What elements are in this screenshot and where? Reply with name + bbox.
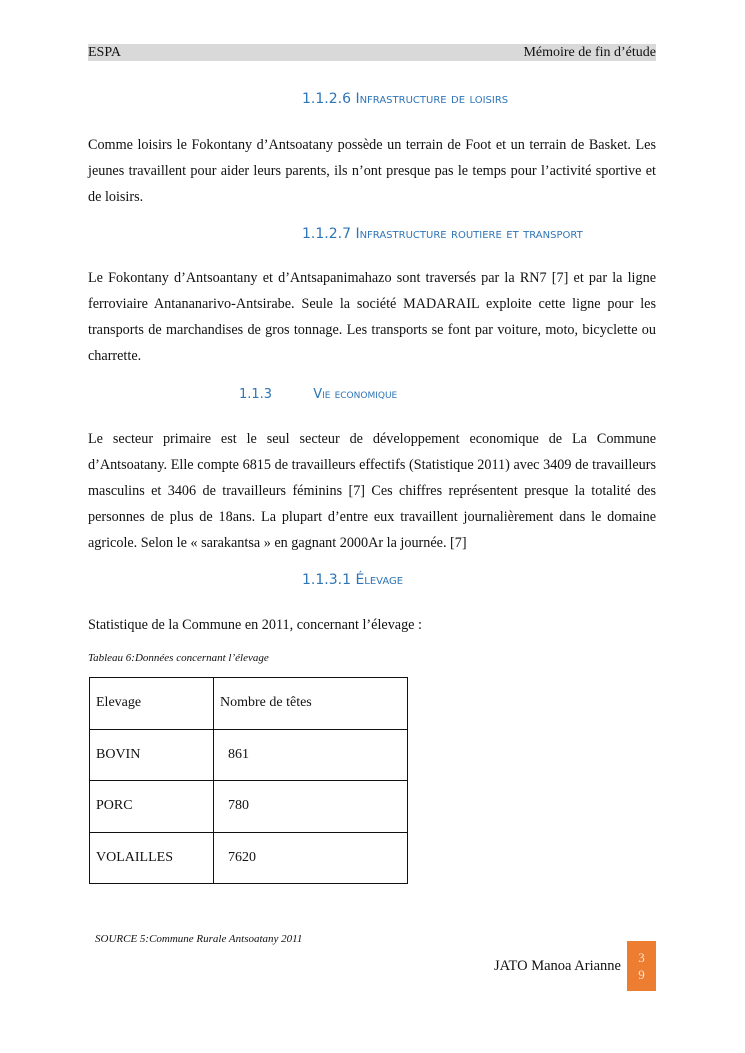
heading-routiere <box>302 226 583 242</box>
page-number-digit: 3 <box>638 950 645 965</box>
table-header-row <box>90 678 408 730</box>
table-row <box>90 729 408 781</box>
heading-title-rest: levage <box>364 572 404 588</box>
table-cell-value: 780 <box>214 781 408 833</box>
page-number-digit: 9 <box>638 967 645 982</box>
heading-title: Infrastructure de loisirs <box>355 91 509 107</box>
table-caption: Tableau 6:Données concernant l’élevage <box>88 652 269 664</box>
heading-title: Vie economique <box>313 387 398 402</box>
table-cell-value: 861 <box>214 729 408 781</box>
paragraph-elevage: Statistique de la Commune en 2011, concernant l’élevage : <box>88 617 422 633</box>
table-row <box>90 781 408 833</box>
heading-number: 1.1.3.1 <box>302 572 351 588</box>
footer-author: JATO Manoa Arianne <box>494 958 621 974</box>
heading-title: Infrastructure routiere et transport <box>355 226 583 242</box>
table-header-cell: Nombre de têtes <box>214 678 408 730</box>
heading-elevage <box>302 572 403 588</box>
paragraph-economique: Le secteur primaire est le seul secteur de développement economique de La Commune d’Antsoatany. Elle compte 6815 de travailleurs effectifs (Statistique 2011) avec 3409 de travailleurs masculins et 3406 de travailleurs féminins [7] Ces chiffres représentent presque la totalité des personnes de plus de 18ans. La plupart d’entre eux travaillent journalièrement dans le domaine agricole. Selon le « sarakantsa » en gagnant 2000Ar la journée. [7] <box>88 431 656 551</box>
heading-loisirs <box>302 91 508 107</box>
paragraph-routiere: Le Fokontany d’Antsoantany et d’Antsapanimahazo sont traversés par la RN7 [7] et par la ligne ferroviaire Antananarivo-Antsirabe. Seule la société MADARAIL exploite cette ligne pour les transports de marchandises de gros tonnage. Les transports se font par voiture, moto, bicyclette ou charrette. <box>88 270 656 364</box>
paragraph-loisirs: Comme loisirs le Fokontany d’Antsoatany possède un terrain de Foot et un terrain de Basket. Les jeunes travaillent pour aider leurs parents, ils n’ont presque pas le temps pour l’activité sportive et de loisirs. <box>88 137 656 205</box>
heading-title <box>355 572 403 588</box>
table-row <box>90 832 408 884</box>
table-cell-name: BOVIN <box>90 729 214 781</box>
header-left: ESPA <box>88 45 121 60</box>
elevage-table <box>89 677 408 884</box>
table-cell-name: PORC <box>90 781 214 833</box>
heading-number: 1.1.2.7 <box>302 226 351 242</box>
heading-economique <box>239 387 397 402</box>
heading-number: 1.1.3 <box>239 387 273 402</box>
heading-title-initial: É <box>355 572 365 588</box>
page-number-badge <box>627 941 656 991</box>
page-header <box>88 44 656 61</box>
table-source: SOURCE 5:Commune Rurale Antsoatany 2011 <box>95 933 303 945</box>
table-cell-value: 7620 <box>214 832 408 884</box>
table-cell-name: VOLAILLES <box>90 832 214 884</box>
table-header-cell: Elevage <box>90 678 214 730</box>
header-right: Mémoire de fin d’étude <box>523 45 656 60</box>
heading-number: 1.1.2.6 <box>302 91 351 107</box>
